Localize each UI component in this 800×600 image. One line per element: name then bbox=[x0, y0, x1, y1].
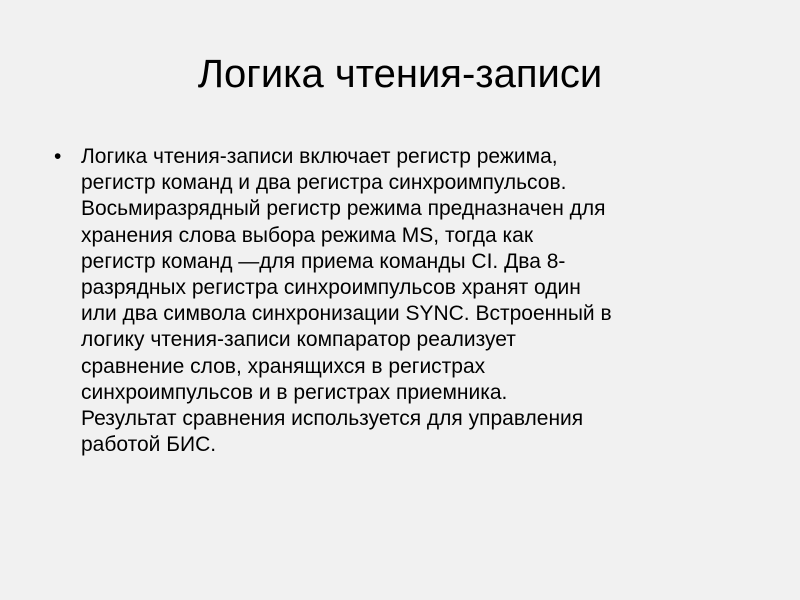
bullet-text-line: работой БИС. bbox=[81, 433, 217, 457]
bullet-text-line: разрядных регистра синхроимпульсов хранят один bbox=[81, 276, 581, 300]
bullet-text-line: регистр команд —для приема команды CI. Два 8- bbox=[81, 249, 566, 273]
bullet-text-line: сравнение слов, хранящихся в регистрах bbox=[81, 354, 486, 378]
bullet-text-line: или два символа синхронизации SYNC. Встроенный в bbox=[81, 302, 612, 326]
bullet-dot-icon: • bbox=[54, 145, 62, 168]
bullet-text-line: хранения слова выбора режима MS, тогда как bbox=[81, 223, 534, 247]
bullet-text-line: логику чтения-записи компаратор реализует bbox=[81, 328, 516, 352]
bullet-text-line: Результат сравнения используется для управления bbox=[81, 407, 584, 431]
bullet-item bbox=[52, 144, 752, 458]
bullet-text-line: регистр команд и два регистра синхроимпульсов. bbox=[81, 171, 567, 195]
slide-title: Логика чтения-записи bbox=[197, 52, 603, 96]
bullet-text-line: Логика чтения-записи включает регистр режима, bbox=[81, 145, 558, 168]
bullet-text-line: Восьмиразрядный регистр режима предназначен для bbox=[81, 197, 606, 221]
bullet-text-line: синхроимпульсов и в регистрах приемника. bbox=[81, 380, 508, 404]
bullet-list bbox=[52, 144, 752, 458]
